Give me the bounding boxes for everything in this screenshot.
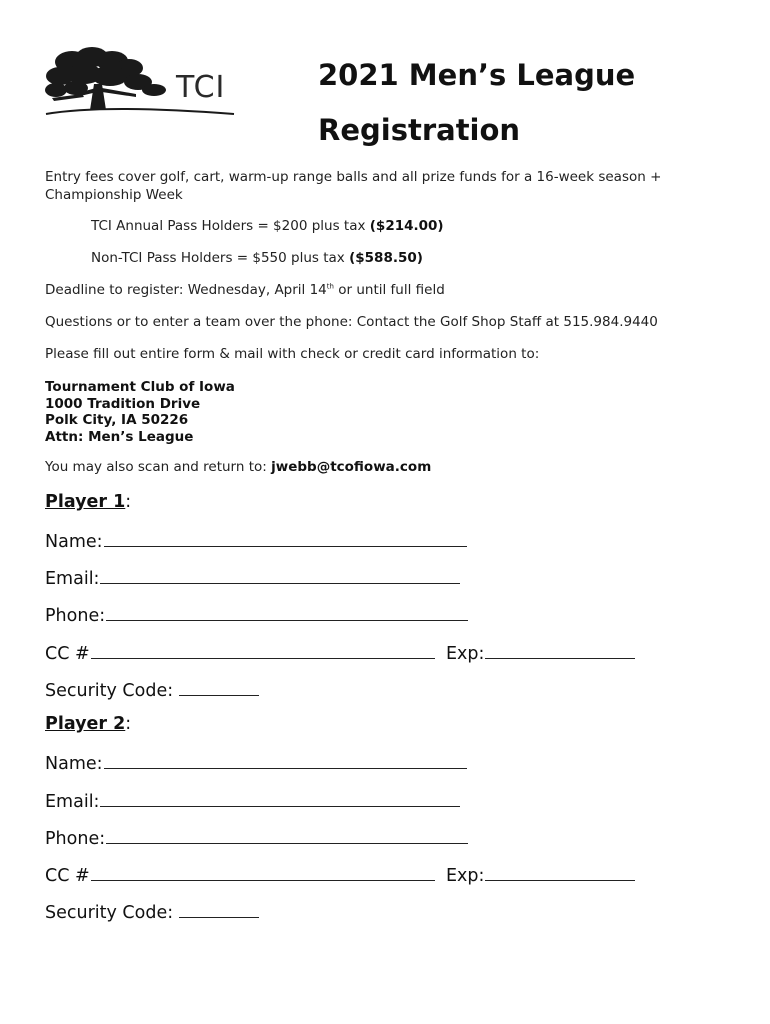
player-1-cc-input-line[interactable] — [91, 642, 435, 659]
title-line-1: 2021 Men’s League — [318, 58, 636, 92]
player-2-name-label: Name: — [45, 754, 103, 774]
player-1-email-input-line[interactable] — [100, 567, 460, 584]
player-1-cc-label: CC # — [45, 644, 90, 664]
player-1-exp-label: Exp: — [446, 644, 485, 664]
mailing-address — [45, 379, 235, 445]
player-2-heading-label: Player 2 — [45, 714, 126, 734]
player-2-name-input-line[interactable] — [104, 752, 467, 769]
player-2-phone-input-line[interactable] — [106, 827, 468, 844]
address-line-4: Attn: Men’s League — [45, 428, 194, 445]
annual-pass-text: TCI Annual Pass Holders = $200 plus tax — [91, 218, 366, 234]
deadline-suffix: or until full field — [333, 282, 445, 298]
deadline-superscript: th — [326, 282, 334, 291]
player-2-heading-colon: : — [125, 714, 132, 734]
player-2-email-label: Email: — [45, 792, 100, 812]
player-1-exp-input-line[interactable] — [485, 642, 635, 659]
address-line-3: Polk City, IA 50226 — [45, 412, 189, 428]
player-2-cc-label: CC # — [45, 866, 90, 886]
entry-fees-text: Entry fees cover golf, cart, warm-up range balls and all prize funds for a 16-week season + Championship Week — [45, 169, 662, 203]
non-tci-total: ($588.50) — [349, 250, 423, 266]
deadline-text: Deadline to register: Wednesday, April 14 — [45, 282, 327, 298]
player-1-phone-label: Phone: — [45, 606, 106, 626]
player-1-security-code-field[interactable] — [45, 679, 259, 701]
player-2-phone-label: Phone: — [45, 829, 106, 849]
logo-text: TCI — [176, 70, 226, 105]
player-2-heading — [45, 714, 131, 734]
annual-pass-line — [91, 218, 444, 234]
player-1-name-label: Name: — [45, 532, 103, 552]
player-2-exp-label: Exp: — [446, 866, 485, 886]
player-1-exp-field[interactable] — [446, 642, 635, 664]
address-line-1: Tournament Club of Iowa — [45, 379, 235, 395]
player-2-security-code-label: Security Code: — [45, 903, 174, 923]
annual-pass-total: ($214.00) — [369, 218, 444, 234]
player-1-heading-label: Player 1 — [45, 492, 126, 512]
player-1-phone-field[interactable] — [45, 604, 468, 626]
player-2-cc-input-line[interactable] — [91, 864, 435, 881]
player-2-email-input-line[interactable] — [100, 790, 460, 807]
player-1-email-field[interactable] — [45, 567, 460, 589]
player-1-heading-colon: : — [125, 492, 132, 512]
player-2-security-code-field[interactable] — [45, 901, 259, 923]
deadline-line — [45, 282, 445, 298]
title-line-2: Registration — [318, 113, 521, 147]
questions-text: Questions or to enter a team over the phone: Contact the Golf Shop Staff at 515.984.9440 — [45, 314, 658, 330]
scan-return-line — [45, 459, 431, 475]
player-1-email-label: Email: — [45, 569, 100, 589]
non-tci-text: Non-TCI Pass Holders = $550 plus tax — [91, 250, 345, 266]
non-tci-line — [91, 250, 423, 266]
player-1-name-input-line[interactable] — [104, 530, 467, 547]
tci-logo — [44, 44, 240, 124]
player-1-cc-field[interactable] — [45, 642, 435, 664]
player-2-exp-field[interactable] — [446, 864, 635, 886]
player-1-phone-input-line[interactable] — [106, 604, 468, 621]
mail-instructions-text: Please fill out entire form & mail with check or credit card information to: — [45, 346, 540, 362]
player-2-email-field[interactable] — [45, 790, 460, 812]
player-1-security-code-label: Security Code: — [45, 681, 174, 701]
player-2-security-code-input-line[interactable] — [179, 901, 259, 918]
player-1-heading — [45, 492, 131, 512]
page-title — [318, 48, 635, 158]
player-2-cc-field[interactable] — [45, 864, 435, 886]
scan-return-text: You may also scan and return to: — [45, 459, 272, 475]
player-2-exp-input-line[interactable] — [485, 864, 635, 881]
player-1-name-field[interactable] — [45, 530, 467, 552]
player-2-name-field[interactable] — [45, 752, 467, 774]
scan-return-email[interactable]: jwebb@tcofiowa.com — [271, 459, 432, 475]
player-1-security-code-input-line[interactable] — [179, 679, 259, 696]
address-line-2: 1000 Tradition Drive — [45, 395, 201, 412]
player-2-phone-field[interactable] — [45, 827, 468, 849]
